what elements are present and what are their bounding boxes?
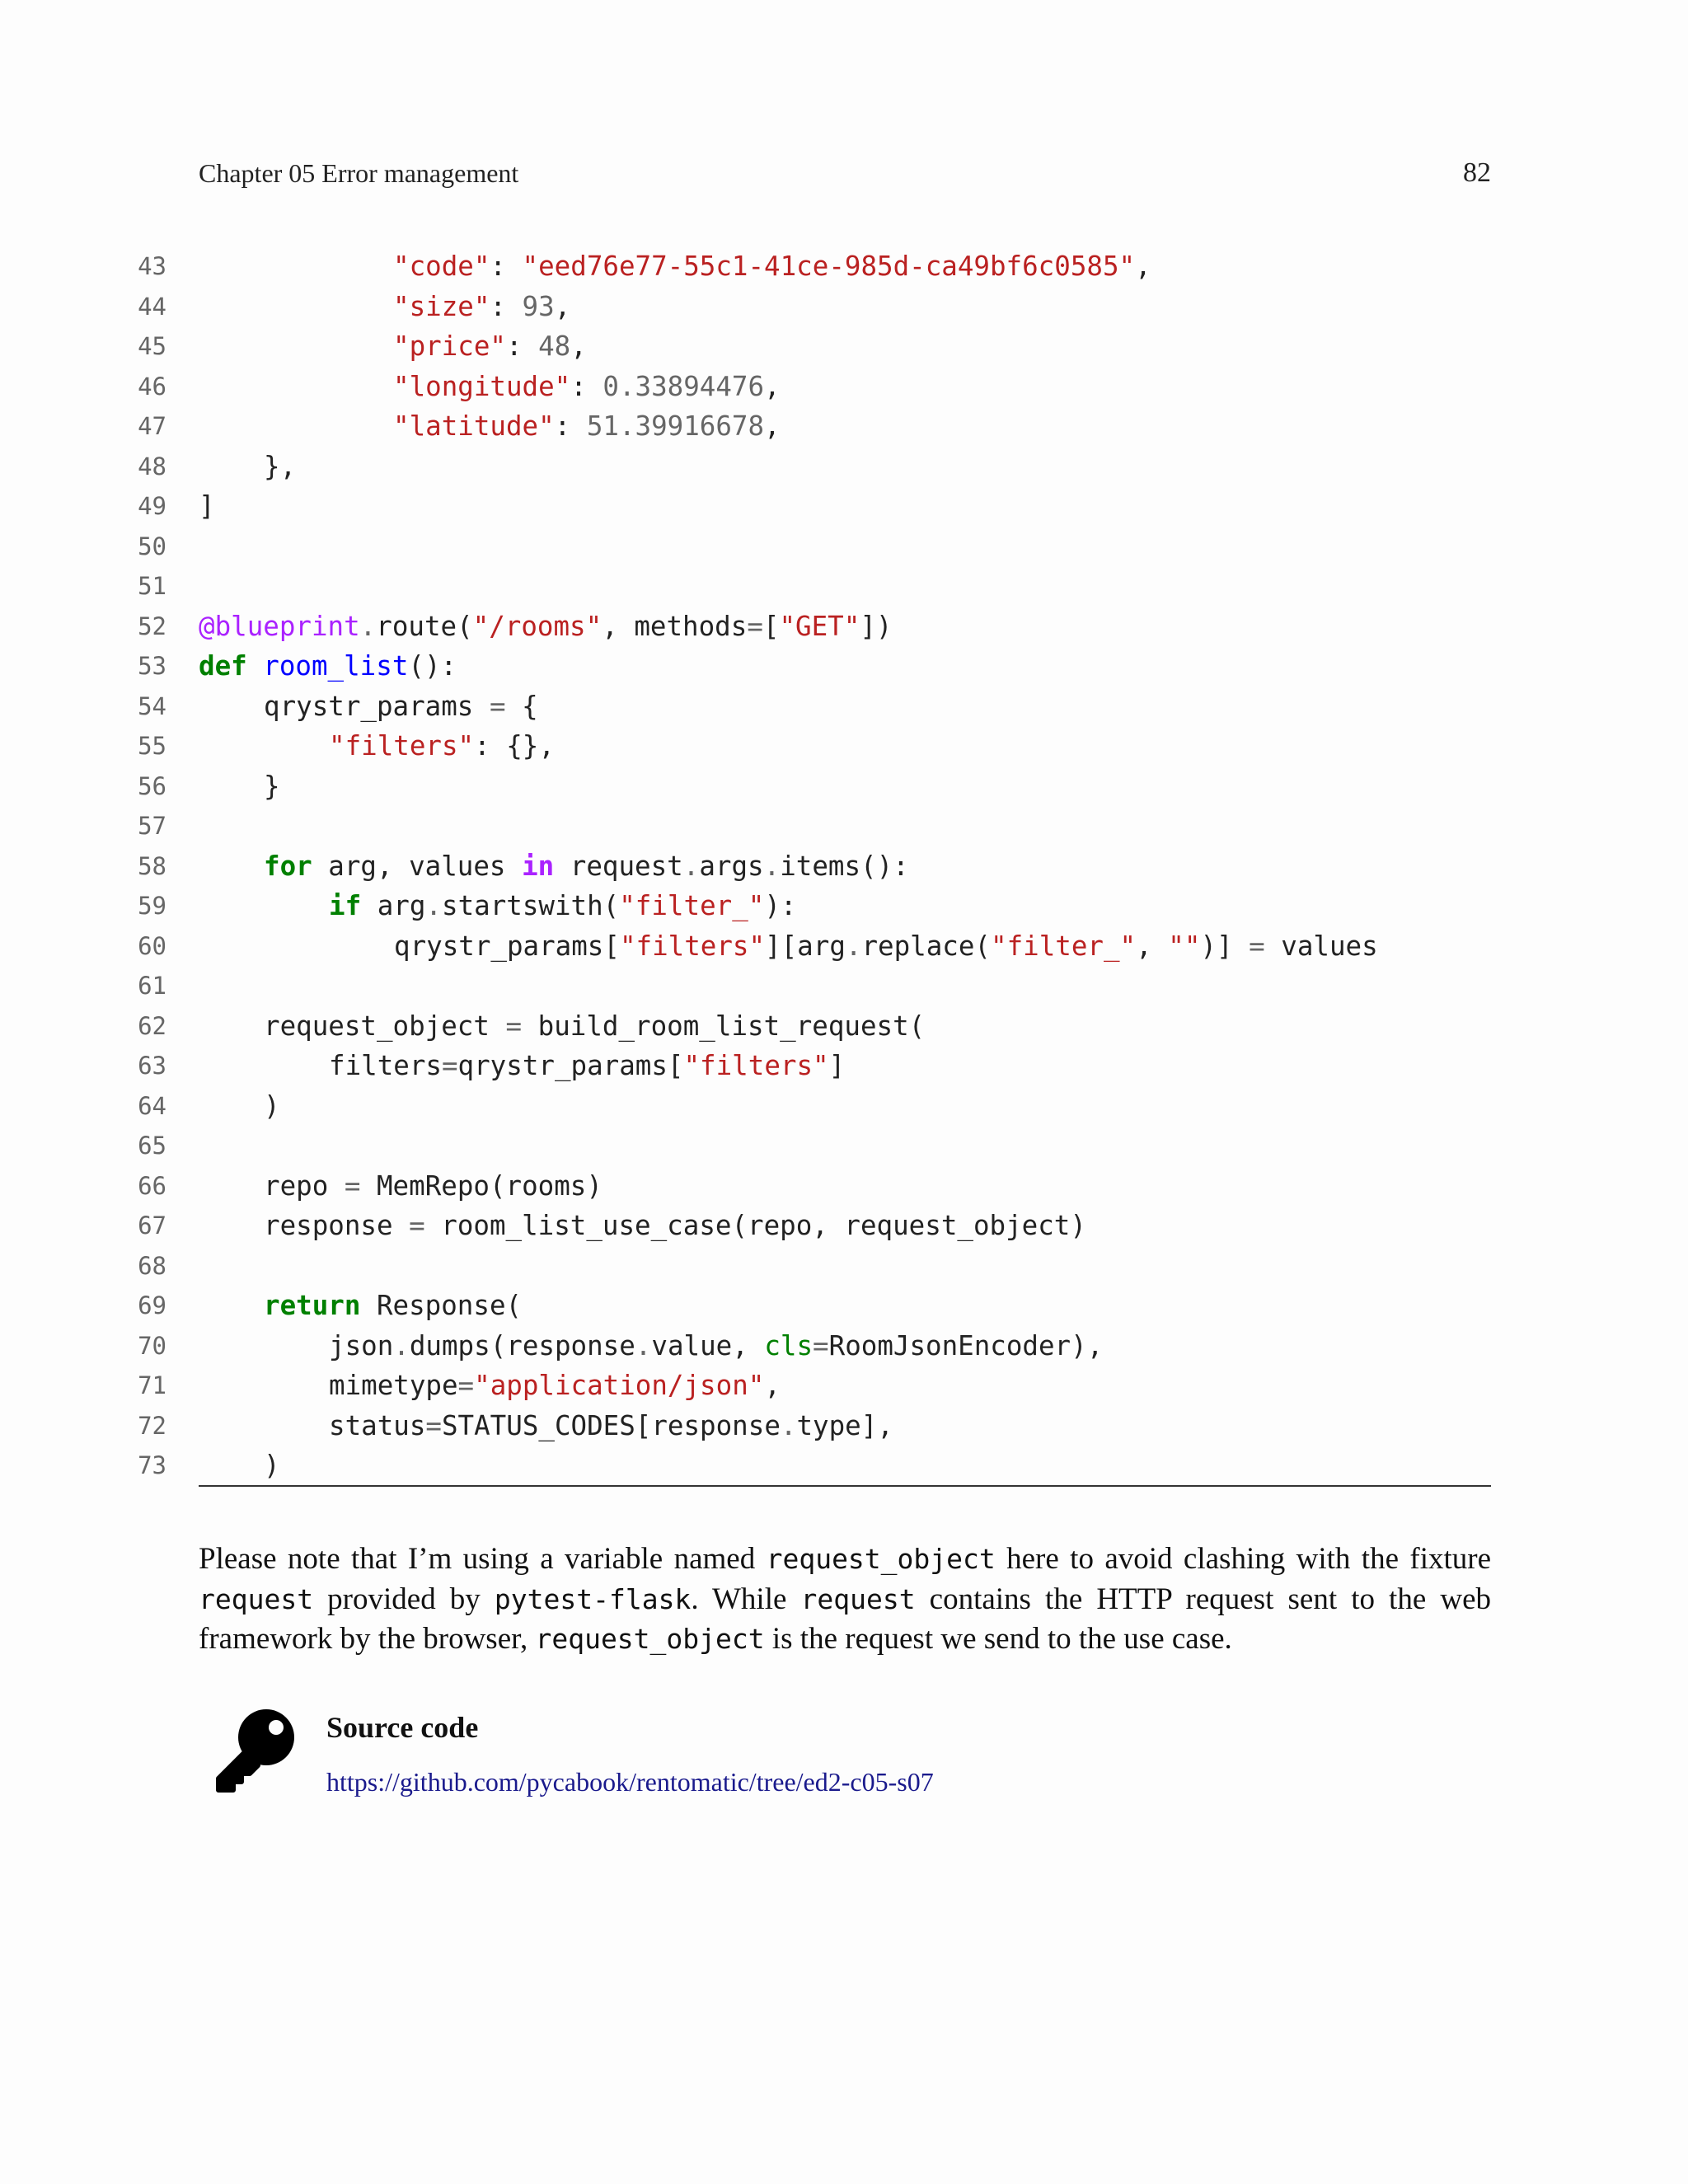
code-line: 49 ] [115,486,1492,527]
line-number: 58 [138,851,166,880]
line-number: 73 [138,1451,166,1479]
code-line: 73 ) [115,1446,1492,1486]
line-number: 53 [138,652,166,680]
line-number: 65 [138,1132,166,1160]
line-number: 52 [138,612,166,640]
code-line: 67 response = room_list_use_case(repo, request_object) [115,1206,1492,1246]
line-number: 60 [138,931,166,960]
code-line: 71 mimetype="application/json", [115,1366,1492,1406]
line-number: 44 [138,292,166,321]
code-line: 43 "code": "eed76e77-55c1-41ce-985d-ca49bf6c0585", [115,246,1492,287]
code-line: 56 } [115,766,1492,807]
line-number: 48 [138,452,166,480]
line-number: 66 [138,1171,166,1200]
body-paragraph: Please note that I’m using a variable named request_object here to avoid clashing with the fixture request provided by pytest-flask. While request contains the HTTP request sent to the web framework by the browser, request_object is the request we send to the use case. [199,1542,1491,1656]
code-line [115,806,1492,846]
line-number: 46 [138,372,166,401]
line-number: 72 [138,1411,166,1440]
code-line [115,966,1492,1006]
line-number: 63 [138,1052,166,1080]
code-line: 52 @blueprint.route("/rooms", methods=["GET"]) [115,607,1492,647]
code-line: 45 "price": 48, [115,326,1492,367]
code-line: 59 if arg.startswith("filter_"): [115,886,1492,926]
line-number: 71 [138,1371,166,1399]
source-code-link[interactable]: https://github.com/pycabook/rentomatic/tree/ed2-c05-s07 [326,1767,934,1797]
callout-title: Source code [326,1711,479,1744]
line-number: 68 [138,1251,166,1280]
line-number: 55 [138,732,166,760]
line-number: 47 [138,412,166,440]
code-line [115,1126,1492,1166]
line-number: 67 [138,1212,166,1240]
code-line: 64 ) [115,1086,1492,1127]
code-line: 70 json.dumps(response.value, cls=RoomJsonEncoder), [115,1326,1492,1366]
code-line [115,1246,1492,1286]
code-line [115,527,1492,567]
code-line: 53 def room_list(): [115,646,1492,687]
code-listing [115,246,1492,1486]
line-number: 61 [138,972,166,1000]
key-icon [212,1704,301,1793]
source-code-callout [199,1704,1491,1811]
code-line: 66 repo = MemRepo(rooms) [115,1166,1492,1207]
line-number: 62 [138,1011,166,1040]
line-number: 50 [138,532,166,560]
line-number: 56 [138,771,166,800]
line-number: 69 [138,1291,166,1319]
code-line: 63 filters=qrystr_params["filters"] [115,1046,1492,1086]
line-number: 70 [138,1331,166,1360]
code-line [115,566,1492,607]
line-number: 45 [138,332,166,360]
code-line: 58 for arg, values in request.args.items(): [115,846,1492,887]
line-number: 59 [138,892,166,920]
code-line: 54 qrystr_params = { [115,687,1492,727]
code-line: 47 "latitude": 51.39916678, [115,406,1492,447]
chapter-title: Chapter 05 Error management [199,158,519,188]
code-line: 55 "filters": {}, [115,726,1492,766]
line-number: 43 [138,252,166,280]
line-number: 51 [138,572,166,600]
code-line: 46 "longitude": 0.33894476, [115,367,1492,407]
line-number: 49 [138,492,166,520]
line-number: 54 [138,691,166,720]
code-line: 44 "size": 93, [115,287,1492,327]
code-line: 72 status=STATUS_CODES[response.type], [115,1406,1492,1446]
code-line: 48 }, [115,447,1492,487]
code-divider [199,1485,1491,1487]
page-number: 82 [1463,157,1491,188]
code-line: 69 return Response( [115,1286,1492,1326]
code-line: 62 request_object = build_room_list_request( [115,1006,1492,1047]
code-line: 60 qrystr_params["filters"][arg.replace("filter_", "")] = values [115,926,1492,967]
line-number: 64 [138,1091,166,1120]
line-number: 57 [138,812,166,840]
page-header [199,155,1491,196]
